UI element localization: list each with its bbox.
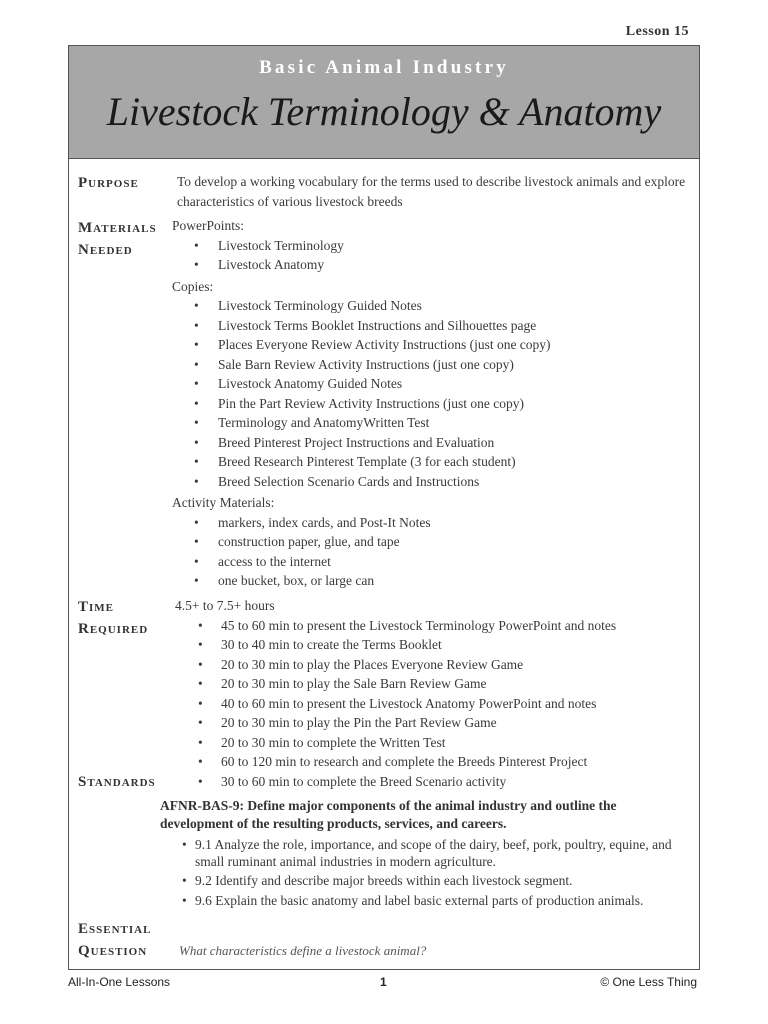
time-list: [175, 616, 616, 792]
list-item: • one bucket, box, or large can: [172, 571, 551, 591]
page-number: 1: [380, 975, 387, 989]
list-item: • 9.1 Analyze the role, importance, and scope of the dairy, beef, pork, poultry, equine, and small ruminant animal industries in modern agriculture.: [180, 837, 680, 870]
list-item: • construction paper, glue, and tape: [172, 532, 551, 552]
label-essential-line2: Question: [78, 943, 148, 959]
list-item: • markers, index cards, and Post-It Notes: [172, 513, 551, 533]
list-item: • 20 to 30 min to play the Sale Barn Review Game: [175, 674, 616, 694]
list-item: • 20 to 30 min to complete the Written Test: [175, 733, 616, 753]
lesson-number: Lesson 15: [625, 24, 689, 39]
list-item: • access to the internet: [172, 552, 551, 572]
time-total: 4.5+ to 7.5+ hours: [175, 598, 275, 613]
list-item: • Sale Barn Review Activity Instructions (just one copy): [172, 355, 551, 375]
activity-heading: Activity Materials:: [172, 495, 275, 510]
title-banner: [69, 46, 699, 159]
list-item: • 9.2 Identify and describe major breeds within each livestock segment.: [180, 873, 680, 890]
list-item: • 9.6 Explain the basic anatomy and label basic external parts of production animals.: [180, 893, 680, 910]
lesson-frame: [68, 45, 700, 970]
list-item: • 40 to 60 min to present the Livestock Anatomy PowerPoint and notes: [175, 694, 616, 714]
powerpoints-heading: PowerPoints:: [172, 218, 245, 233]
purpose-text: To develop a working vocabulary for the terms used to describe livestock animals and explore characteristics of various livestock breeds: [177, 174, 686, 209]
list-item: • Breed Selection Scenario Cards and Instructions: [172, 472, 551, 492]
activity-list: [172, 513, 551, 591]
label-purpose-text: Purpose: [78, 175, 139, 191]
list-item: • 30 to 40 min to create the Terms Booklet: [175, 635, 616, 655]
label-time-line1: Time: [78, 599, 115, 615]
label-materials: [78, 217, 157, 261]
list-item: • 30 to 60 min to complete the Breed Scenario activity: [175, 772, 616, 792]
label-materials-line1: Materials: [78, 220, 157, 236]
label-essential-question: [78, 918, 151, 962]
banner-subtitle: Basic Animal Industry: [259, 57, 509, 78]
powerpoints-list: [172, 236, 551, 275]
standard-heading: AFNR-BAS-9: Define major components of the animal industry and outline the development of the resulting products, services, and careers.: [160, 798, 617, 831]
label-time-line2: Required: [78, 621, 149, 637]
list-item: • Breed Pinterest Project Instructions and Evaluation: [172, 433, 551, 453]
list-item: • Livestock Anatomy Guided Notes: [172, 374, 551, 394]
essential-question-text: What characteristics define a livestock animal?: [179, 943, 427, 958]
label-materials-line2: Needed: [78, 242, 133, 258]
label-essential-line1: Essential: [78, 921, 152, 937]
time-block: [175, 596, 616, 791]
list-item: • 45 to 60 min to present the Livestock Terminology PowerPoint and notes: [175, 616, 616, 636]
footer-copyright: © One Less Thing: [600, 975, 697, 989]
page-title: Livestock Terminology & Anatomy: [106, 89, 662, 134]
list-item: • Livestock Terms Booklet Instructions and Silhouettes page: [172, 316, 551, 336]
list-item: • 20 to 30 min to play the Places Everyone Review Game: [175, 655, 616, 675]
copies-list: [172, 296, 551, 491]
list-item: • Livestock Terminology: [172, 236, 551, 256]
standards-list: [180, 837, 680, 912]
materials-block: [172, 216, 551, 591]
label-purpose: [78, 172, 139, 194]
label-time: [78, 596, 148, 640]
list-item: • Terminology and AnatomyWritten Test: [172, 413, 551, 433]
label-standards-text: Standards: [78, 774, 156, 790]
list-item: • Pin the Part Review Activity Instructions (just one copy): [172, 394, 551, 414]
list-item: • Livestock Terminology Guided Notes: [172, 296, 551, 316]
footer-left: All-In-One Lessons: [68, 975, 171, 989]
copies-heading: Copies:: [172, 278, 214, 294]
list-item: • Breed Research Pinterest Template (3 for each student): [172, 452, 551, 472]
list-item: • Livestock Anatomy: [172, 255, 551, 275]
list-item: • Places Everyone Review Activity Instructions (just one copy): [172, 335, 551, 355]
label-standards: [78, 771, 156, 793]
list-item: • 20 to 30 min to play the Pin the Part Review Game: [175, 713, 616, 733]
list-item: • 60 to 120 min to research and complete the Breeds Pinterest Project: [175, 752, 616, 772]
